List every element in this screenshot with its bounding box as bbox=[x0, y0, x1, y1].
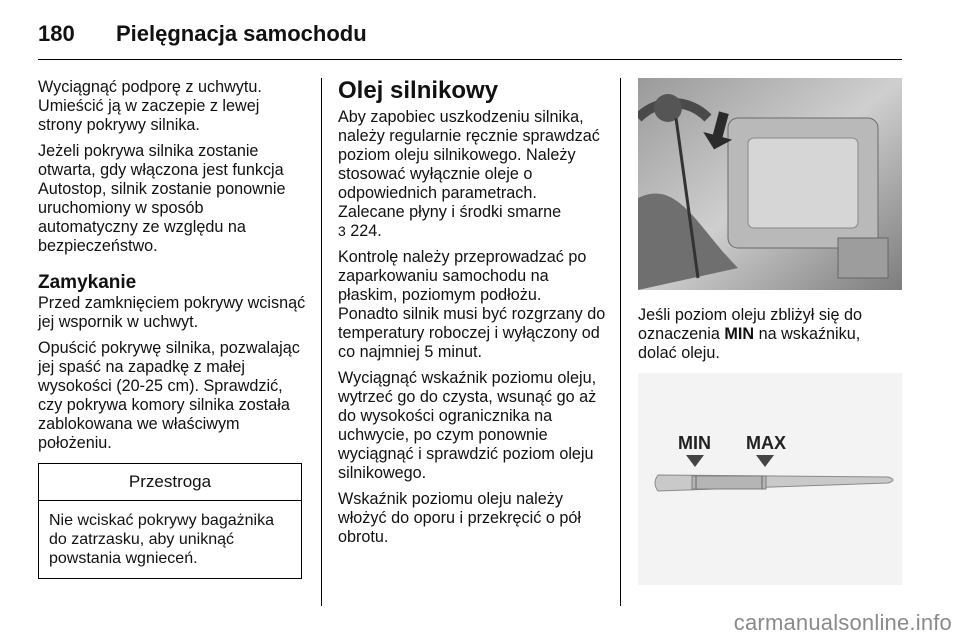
paragraph-text: na wskaźniku, dolać oleju. bbox=[638, 325, 861, 362]
closing-heading: Zamykanie bbox=[38, 272, 137, 293]
page-header bbox=[38, 14, 367, 54]
section-title: Pielęgnacja samochodu bbox=[116, 21, 367, 46]
paragraph-text: Aby zapobiec uszkodzeniu silnika, należy regularnie ręcznie sprawdzać poziom oleju silnikowego. Należy stosować wyłącznie oleje o odpowiednich parametrach. bbox=[338, 108, 600, 202]
paragraph bbox=[638, 306, 902, 363]
paragraph-text: Zalecane płyny i środki smarne bbox=[338, 203, 562, 221]
dipstick-illustration bbox=[638, 373, 902, 585]
reference-arrow-icon: 3 bbox=[338, 223, 346, 239]
column-left bbox=[38, 78, 306, 579]
page-number: 180 bbox=[38, 21, 75, 46]
min-label-inline: MIN bbox=[724, 325, 755, 343]
watermark: carmanualsonline.info bbox=[733, 610, 952, 635]
column-divider bbox=[321, 78, 322, 606]
paragraph: Wskaźnik poziomu oleju należy włożyć do oporu i przekręcić o pół obrotu. bbox=[338, 490, 581, 546]
paragraph: Przed zamknięciem pokrywy wcisnąć jej wspornik w uchwyt. bbox=[38, 294, 306, 331]
column-right bbox=[638, 78, 902, 585]
column-middle bbox=[338, 78, 606, 554]
paragraph: Wyciągnąć wskaźnik poziomu oleju, wytrzeć go do czysta, wsunąć go aż do wysokości ogranicznika na uchwycie, po czym ponownie wyciągnąć i sprawdzić poziom oleju silnikowego. bbox=[338, 369, 597, 482]
caution-title: Przestroga bbox=[39, 464, 301, 501]
caution-box bbox=[38, 463, 302, 579]
engine-bay-image bbox=[638, 78, 902, 290]
reference-page[interactable]: 224. bbox=[350, 222, 382, 240]
paragraph: Jeżeli pokrywa silnika zostanie otwarta, gdy włączona jest funkcja Autostop, silnik zostanie ponownie uruchomiony w sposób automatyczny ze względu na bezpieczeństwo. bbox=[38, 142, 286, 255]
paragraph bbox=[338, 108, 606, 203]
paragraph: Wyciągnąć podporę z uchwytu. Umieścić ją w zaczepie z lewej strony pokrywy silnika. bbox=[38, 78, 262, 134]
paragraph: Opuścić pokrywę silnika, pozwalając jej spaść na zapadkę z małej wysokości (20-25 cm). Sprawdzić, czy pokrywa komory silnika została zablokowana we właściwym położeniu. bbox=[38, 339, 300, 452]
paragraph bbox=[338, 203, 606, 241]
dipstick-min-label: MIN bbox=[678, 433, 711, 453]
paragraph: Kontrolę należy przeprowadzać po zaparkowaniu samochodu na płaskim, poziomym podłożu. Ponadto silnik musi być rozgrzany do temperatury roboczej i wyłączony od co najmniej 5 minut. bbox=[338, 248, 606, 361]
dipstick-max-label: MAX bbox=[746, 433, 786, 453]
column-divider bbox=[620, 78, 621, 606]
paragraph-text: Jeśli poziom oleju zbliżył się do oznaczenia bbox=[638, 306, 863, 343]
header-rule bbox=[38, 59, 902, 60]
oil-heading: Olej silnikowy bbox=[338, 77, 499, 104]
caution-text: Nie wciskać pokrywy bagażnika do zatrzasku, aby uniknąć powstania wgnieceń. bbox=[49, 512, 274, 567]
